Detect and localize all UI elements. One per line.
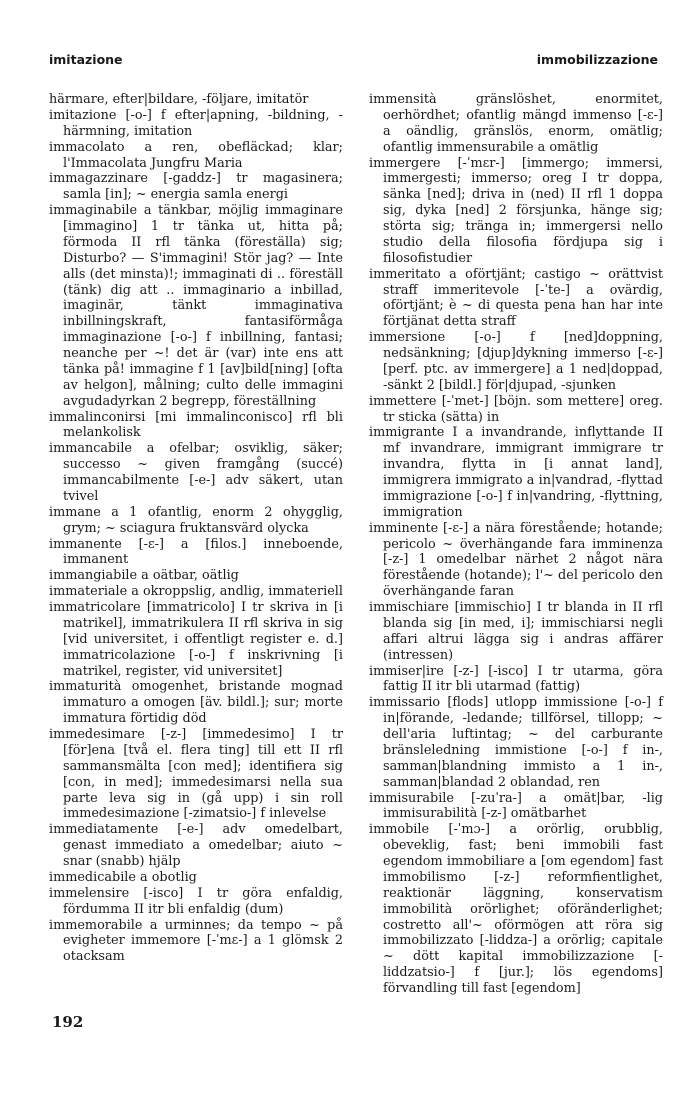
page-header — [49, 52, 658, 72]
dictionary-entry: immigrante I a invandrande, inflyttande II mf invandrare, immigrant immigrare tr invandra, flytta in [i annat land], immigrera immigrato a in|vandrad, -flyttad immigrazione [-o-] f in|vandring, -flyttning, immigration — [369, 425, 663, 520]
dictionary-entry: immergere [-ˈmɛr-] [immergo; immersi, immergesti; immerso; oreg I tr doppa, sänka [ned]; driva in (ned) II rfl 1 doppa sig, dyka [ned] 2 försjunka, hänge sig; störta sig; tränga in; immergersi nello studio della filosofia fördjupa sig i filosofistudier — [369, 155, 663, 266]
dictionary-entry: immelensire [-isco] I tr göra enfaldig, fördumma II itr bli enfaldig (dum) — [49, 885, 343, 917]
dictionary-entry: immaginabile a tänkbar, möjlig immaginare [immagino] 1 tr tänka ut, hitta på; förmoda II rfl tänka (föreställa) sig; Disturbo? — S'immagini! Stör jag? — Inte alls (det minsta)!; immaginati di .. föreställ (tänk) dig att .. immaginario a inbillad, imaginär, tänkt immaginativa inbillningskraft, fantasiförmåga immaginazione [-o-] f inbillning, fantasi; neanche per ~! det är (var) inte ens att tänka på! immagine f 1 [av]bild[ning] [ofta av helgon], målning; culto delle immagini avgudadyrkan 2 begrepp, föreställning — [49, 203, 343, 409]
left-column — [49, 92, 343, 965]
dictionary-entry: immatricolare [immatricolo] I tr skriva in [i matrikel], immatrikulera II rfl skriva in sig [vid universitet, i offentligt register e. d.] immatricolazione [-o-] f inskrivning [i matrikel, register, vid universitet] — [49, 600, 343, 679]
dictionary-entry: immanente [-ɛ-] a [filos.] inneboende, immanent — [49, 536, 343, 568]
dictionary-entry: immemorabile a urminnes; da tempo ~ på evigheter immemore [-ˈmɛ-] a 1 glömsk 2 otacksam — [49, 917, 343, 965]
dictionary-entry: immisurabile [-zuˈra-] a omät|bar, -lig immisurabilità [-z-] omätbarhet — [369, 790, 663, 822]
dictionary-entry: immancabile a ofelbar; osviklig, säker; successo ~ given framgång (succé) immancabilmente [-e-] adv säkert, utan tvivel — [49, 441, 343, 504]
dictionary-entry: immalinconirsi [mi immalinconisco] rfl bli melankolisk — [49, 409, 343, 441]
header-right-guide-word: immobilizzazione — [536, 52, 658, 67]
dictionary-entry: immedesimare [-z-] [immedesimo] I tr [för]ena [två el. flera ting] till ett II rfl sammansmälta [con med]; identifiera sig [con, in med]; immedesimarsi nella sua parte leva sig in (gå upp) i sin roll immedesimazione [-zimatsio-] f inlevelse — [49, 727, 343, 822]
dictionary-entry: immischiare [immischio] I tr blanda in II rfl blanda sig [in med, i]; immischiarsi negli affari altrui lägga sig i andras affärer (intressen) — [369, 600, 663, 663]
dictionary-entry: immersione [-o-] f [ned]doppning, nedsänkning; [djup]dykning immerso [-ɛ-] [perf. ptc. av immergere] a 1 ned|doppad, -sänkt 2 [bildl.] för|djupad, -sjunken — [369, 330, 663, 393]
dictionary-entry: immangiabile a oätbar, oätlig — [49, 568, 239, 584]
page-number: 192 — [52, 1013, 84, 1031]
dictionary-entry: immane a 1 ofantlig, enorm 2 ohygglig, grym; ~ sciagura fruktansvärd olycka — [49, 504, 343, 536]
dictionary-entry: immateriale a okroppslig, andlig, immateriell — [49, 584, 343, 600]
dictionary-entry: härmare, efter|bildare, -följare, imitatör — [49, 92, 309, 107]
right-column — [369, 92, 663, 997]
dictionary-entry: immacolato a ren, obefläckad; klar; l'Immacolata Jungfru Maria — [49, 139, 343, 171]
dictionary-entry: immensità gränslöshet, enormitet, oerhördhet; ofantlig mängd immenso [-ɛ-] a oändlig, gränslös, enorm, omätlig; ofantlig immensurabile a omätlig — [369, 92, 663, 155]
dictionary-entry: immedicabile a obotlig — [49, 869, 197, 885]
dictionary-entry: immediatamente [-e-] adv omedelbart, genast immediato a omedelbar; aiuto ~ snar (snabb) hjälp — [49, 822, 343, 869]
dictionary-entry: immobile [-ˈmɔ-] a orörlig, orubblig, obeveklig, fast; beni immobili fast egendom immobiliare a [om egendom] fast immobilismo [-z-] reformfientlighet, reaktionär läggning, konservatism immobilità orörlighet; oföränderlighet; costretto all'~ oförmögen att röra sig immobilizzato [-liddza-] a orörlig; capitale ~ dött kapital immobilizzazione [-liddzatsio-] f [jur.]; lös egendoms] förvandling till fast [egendom] — [369, 822, 663, 996]
dictionary-entry: immettere [-ˈmet-] [böjn. som mettere] oreg. tr sticka (sätta) in — [369, 393, 663, 425]
dictionary-entry: immiser|ire [-z-] [-isco] I tr utarma, göra fattig II itr bli utarmad (fattig) — [369, 663, 663, 695]
header-left-guide-word: imitazione — [49, 52, 123, 67]
dictionary-entry: imitazione [-o-] f efter|apning, -bildning, -härmning, imitation — [49, 107, 343, 139]
dictionary-entry: immaturità omogenhet, bristande mognad immaturo a omogen [äv. bildl.]; sur; morte immatura förtidig död — [49, 679, 343, 727]
dictionary-entry: immissario [flods] utlopp immissione [-o-] f in|förande, -ledande; tillförsel, tillopp; ~ dell'aria luftintag; ~ del carburante bränsleledning immistione [-o-] f in-, samman|blandning immisto a 1 in-, samman|blandad 2 oblandad, ren — [369, 695, 663, 790]
dictionary-entry: immeritato a oförtjänt; castigo ~ orättvist straff immeritevole [-ˈte-] a ovärdig, oförtjänt; è ~ di questa pena han har inte förtjänat detta straff — [369, 266, 663, 330]
dictionary-entry: imminente [-ɛ-] a nära förestående; hotande; pericolo ~ överhängande fara imminenza [-z-] 1 omedelbar närhet 2 något nära förestående (hotande); l'~ del pericolo den överhängande faran — [369, 520, 663, 600]
dictionary-entry: immagazzinare [-gaddz-] tr magasinera; samla [in]; ~ energia samla energi — [49, 171, 343, 203]
